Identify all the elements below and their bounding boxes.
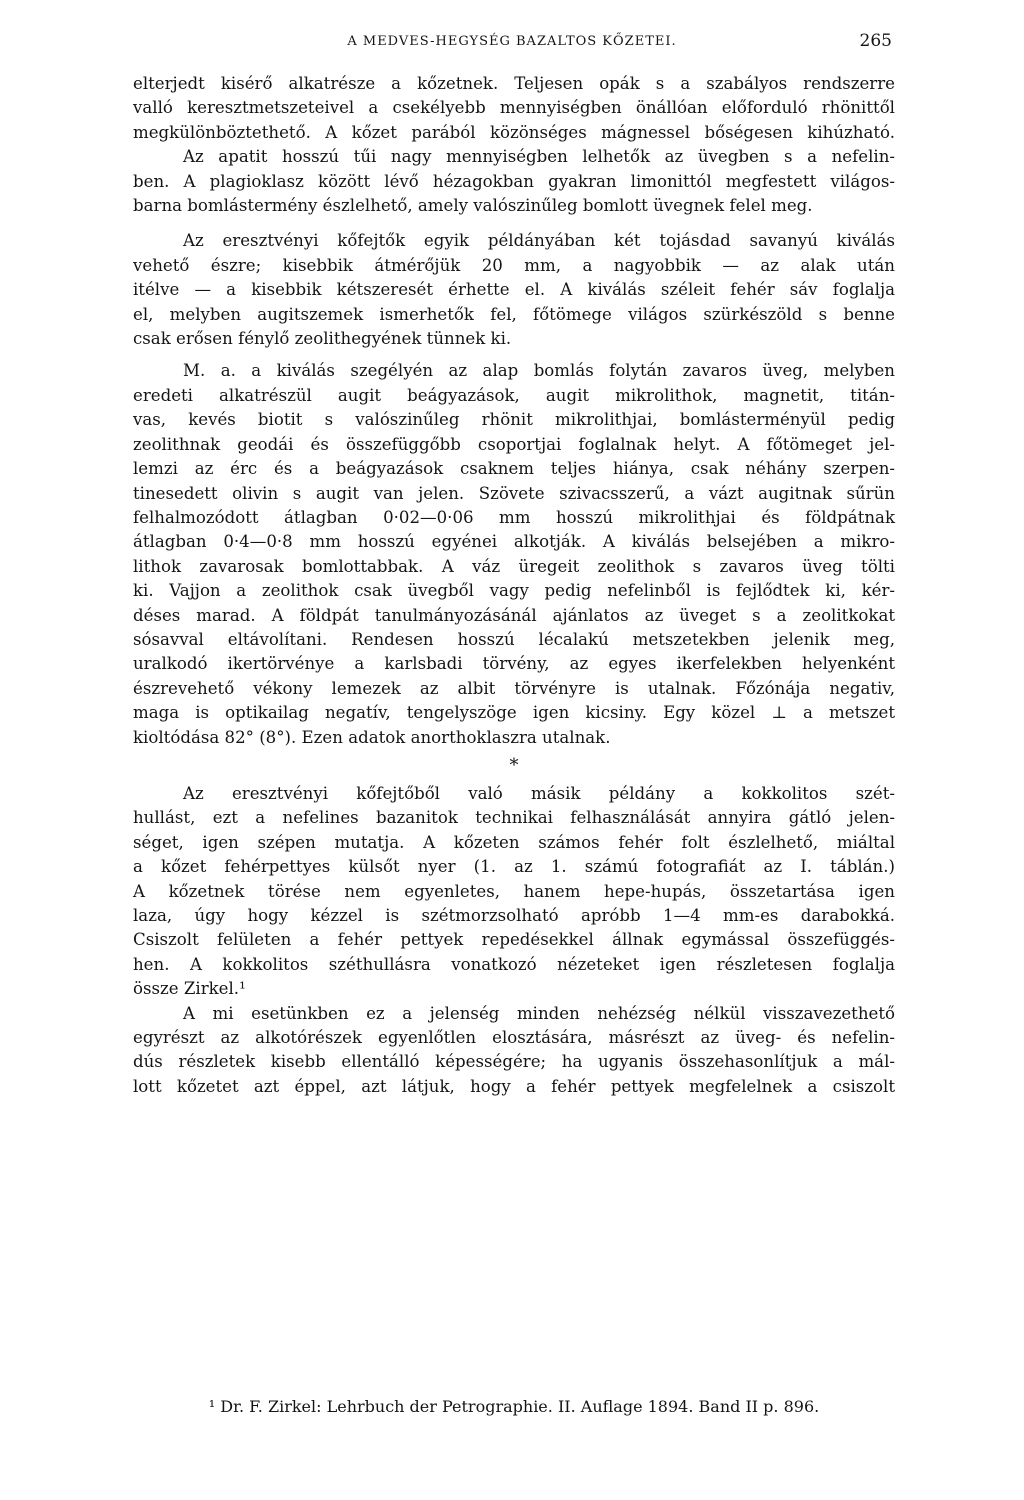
- text-line: tinesedett olivin s augit van jelen. Szövete szivacsszerű, a vázt augitnak sűrün: [133, 483, 895, 503]
- text-line: el, melyben augitszemek ismerhetők fel, főtömege világos szürkészöld s benne: [133, 304, 895, 324]
- paragraph-3: [133, 359, 895, 750]
- text-line: A mi esetünkben ez a jelenség minden nehézség nélkül visszavezethető: [183, 1003, 895, 1023]
- text-line: A kőzetnek törése nem egyenletes, hanem hepe-hupás, összetartása igen: [133, 881, 895, 901]
- text-line: Az eresztvényi kőfejtők egyik példányában két tojásdad savanyú kiválás: [183, 231, 895, 251]
- running-head-title: A MEDVES-HEGYSÉG BAZALTOS KŐZETEI.: [347, 34, 677, 49]
- text-line: eredeti alkatrészül augit beágyazások, augit mikrolithok, magnetit, titán-: [133, 385, 895, 405]
- text-line: ben. A plagioklasz között lévő hézagokban gyakran limonittól megfestett világos-: [133, 171, 895, 191]
- text-line: vas, kevés biotit s valószinűleg rhönit mikrolithjai, bomlásterményül pedig: [133, 410, 895, 430]
- text-line: a kőzet fehérpettyes külsőt nyer (1. az 1. számú fotografiát az I. táblán.): [133, 857, 895, 877]
- text-line: észrevehető vékony lemezek az albit törvényre is utalnak. Főzónája negativ,: [133, 678, 895, 698]
- text-line: uralkodó ikertörvénye a karlsbadi törvény, az egyes ikerfelekben helyenként: [133, 654, 895, 674]
- text-line: lott kőzetet azt éppel, azt látjuk, hogy a fehér pettyek megfelelnek a csiszolt: [133, 1076, 895, 1096]
- text-line: barna bomlástermény észlelhető, amely valószinűleg bomlott üvegnek felel meg.: [133, 196, 813, 216]
- text-line: hen. A kokkolitos széthullásra vonatkozó nézeteket igen részletesen foglalja: [133, 954, 895, 974]
- text-line: Az eresztvényi kőfejtőből való másik példány a kokkolitos szét-: [183, 783, 895, 803]
- text-line: laza, úgy hogy kézzel is szétmorzsolható apróbb 1—4 mm-es darabokká.: [133, 906, 895, 925]
- text-line: dús részletek kisebb ellentálló képességére; ha ugyanis összehasonlítjuk a mál-: [133, 1052, 895, 1072]
- text-line: hullást, ezt a nefelines bazanitok technikai felhasználását annyira gátló jelen-: [133, 808, 895, 828]
- text-line: Az apatit hosszú tűi nagy mennyiségben lelhetők az üvegben s a nefelin-: [183, 147, 895, 167]
- text-line: lemzi az érc és a beágyazások csaknem teljes hiánya, csak néhány szerpen-: [133, 459, 895, 479]
- text-line: valló keresztmetszeteivel a csekélyebb mennyiségben önállóan előforduló rhönittől: [133, 98, 895, 118]
- text-line: itélve — a kisebbik kétszeresét érhette el. A kiválás széleit fehér sáv foglalja: [133, 280, 895, 300]
- text-line: maga is optikailag negatív, tengelyszöge igen kicsiny. Egy közel ⊥ a metszet: [133, 703, 895, 723]
- paragraph-5: [133, 1002, 895, 1100]
- paragraph-1: [133, 72, 895, 218]
- section-separator-star: *: [509, 754, 519, 776]
- text-line: zeolithnak geodái és összefüggőbb csoportjai foglalnak helyt. A főtömeget jel-: [133, 434, 895, 454]
- text-line: M. a. a kiválás szegélyén az alap bomlás folytán zavaros üveg, melyben: [183, 361, 895, 381]
- text-line: átlagban 0·4—0·8 mm hosszú egyénei alkotják. A kiválás belsejében a mikro-: [133, 532, 895, 552]
- text-line: felhalmozódott átlagban 0·02—0·06 mm hosszú mikrolithjai és földpátnak: [133, 507, 895, 527]
- text-line: déses marad. A földpát tanulmányozásánál ajánlatos az üveget s a zeolitkokat: [133, 605, 895, 625]
- text-line: séget, igen szépen mutatja. A kőzeten számos fehér folt észlelhető, miáltal: [133, 832, 895, 852]
- text-line: csak erősen fénylő zeolithegyének tünnek ki.: [133, 329, 512, 349]
- text-line: kioltódása 82° (8°). Ezen adatok anorthoklaszra utalnak.: [133, 727, 611, 747]
- paragraph-2: [133, 229, 895, 351]
- text-line: vehető észre; kisebbik átmérőjük 20 mm, a nagyobbik — az alak után: [133, 255, 895, 275]
- text-line: sósavval eltávolítani. Rendesen hosszú lécalakú metszetekben jelenik meg,: [133, 629, 895, 649]
- footnote: ¹ Dr. F. Zirkel: Lehrbuch der Petrographie. II. Auflage 1894. Band II p. 896.: [208, 1397, 820, 1416]
- paragraph-4: [133, 782, 895, 1002]
- text-line: össze Zirkel.¹: [133, 979, 246, 999]
- text-line: egyrészt az alkotórészek egyenlőtlen elosztására, másrészt az üveg- és nefelin-: [133, 1028, 895, 1048]
- text-line: elterjedt kisérő alkatrésze a kőzetnek. Teljesen opák s a szabályos rendszerre: [133, 74, 895, 93]
- page-number: 265: [859, 31, 892, 51]
- text-line: megkülönböztethető. A kőzet parából közönséges mágnessel bőségesen kihúzható.: [133, 122, 895, 142]
- text-line: ki. Vajjon a zeolithok csak üvegből vagy pedig nefelinből is fejlődtek ki, kér-: [133, 581, 895, 601]
- text-line: lithok zavarosak bomlottabbak. A váz üregeit zeolithok s zavaros üveg tölti: [133, 556, 895, 576]
- body-text: [133, 72, 895, 1099]
- text-line: Csiszolt felületen a fehér pettyek repedésekkel állnak egymással összefüggés-: [133, 930, 895, 950]
